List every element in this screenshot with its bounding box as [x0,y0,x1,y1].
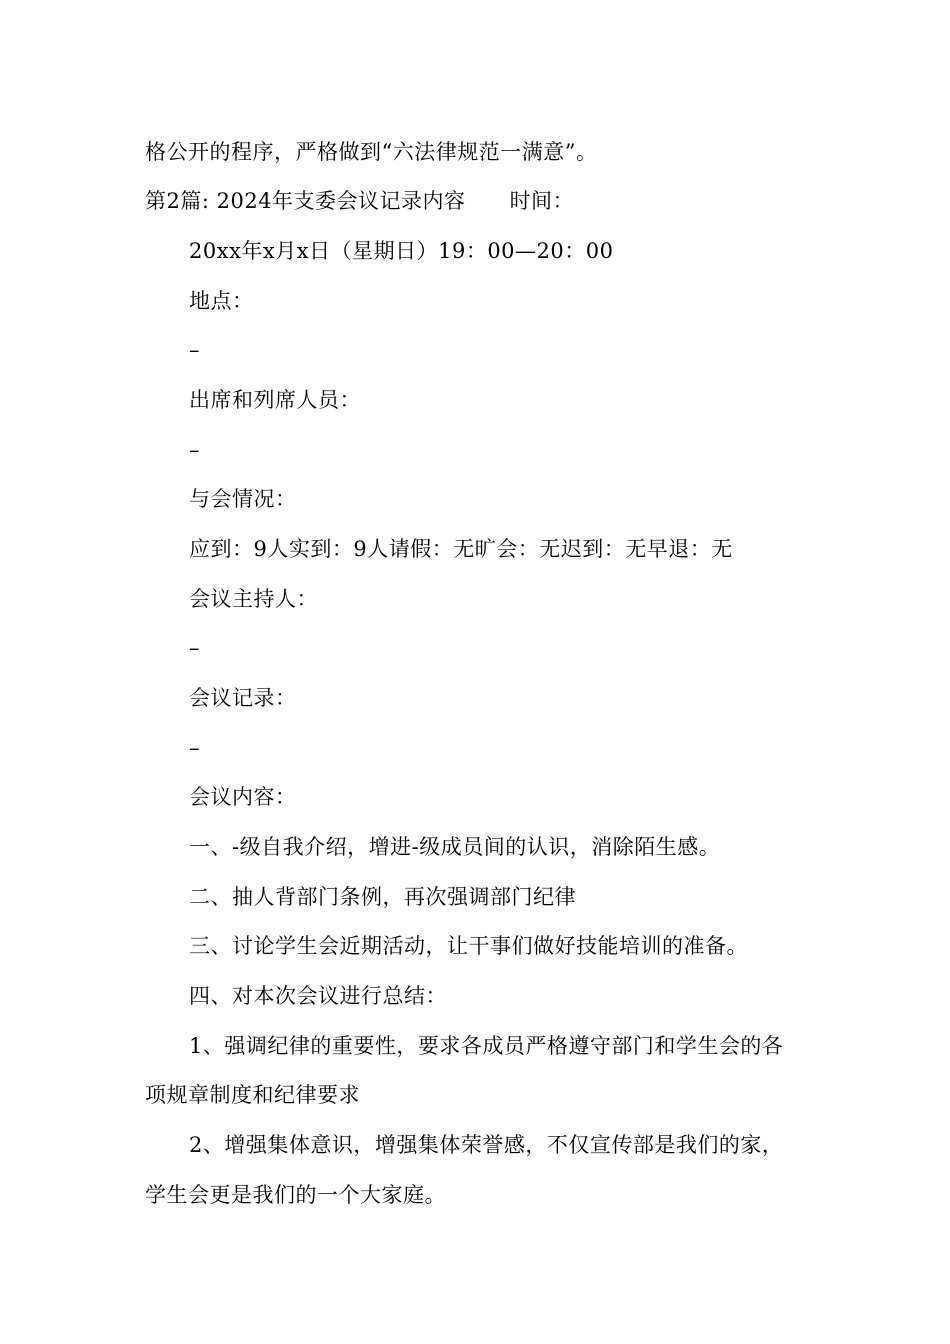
recorder-value: – [189,736,200,760]
recorder-label: 会议记录： [189,686,297,710]
time-label: 时间： [509,189,575,213]
content-label: 会议内容： [189,785,297,809]
content-item-3: 三、讨论学生会近期活动，让干事们做好技能培训的准备。 [189,934,748,958]
summary-point-1-cont: 项规章制度和纪律要求 [145,1083,360,1107]
attendance-value: 应到：9人实到：9人请假：无旷会：无迟到：无早退：无 [189,537,733,561]
section-title: 第2篇: 2024年支委会议记录内容 [145,189,466,213]
location-label: 地点： [189,289,254,313]
host-value: – [189,636,200,660]
content-item-1: 一、-级自我介绍，增进-级成员间的认识，消除陌生感。 [189,835,721,859]
meeting-time-value: 20xx年x月x日（星期日）19：00—20：00 [189,239,614,263]
location-value: – [189,338,200,362]
attendees-value: – [189,438,200,462]
host-label: 会议主持人： [189,587,318,611]
summary-point-2: 2、增强集体意识，增强集体荣誉感，不仅宣传部是我们的家， [189,1133,784,1157]
summary-point-1: 1、强调纪律的重要性，要求各成员严格遵守部门和学生会的各 [189,1034,784,1058]
summary-point-2-cont: 学生会更是我们的一个大家庭。 [145,1183,446,1207]
attendance-label: 与会情况： [189,487,297,511]
attendees-label: 出席和列席人员： [189,388,361,412]
section-heading [145,186,574,216]
content-item-2: 二、抽人背部门条例，再次强调部门纪律 [189,885,576,909]
content-item-4: 四、对本次会议进行总结： [189,984,447,1008]
paragraph-line: 格公开的程序，严格做到“六法律规范一满意”。 [145,140,598,164]
